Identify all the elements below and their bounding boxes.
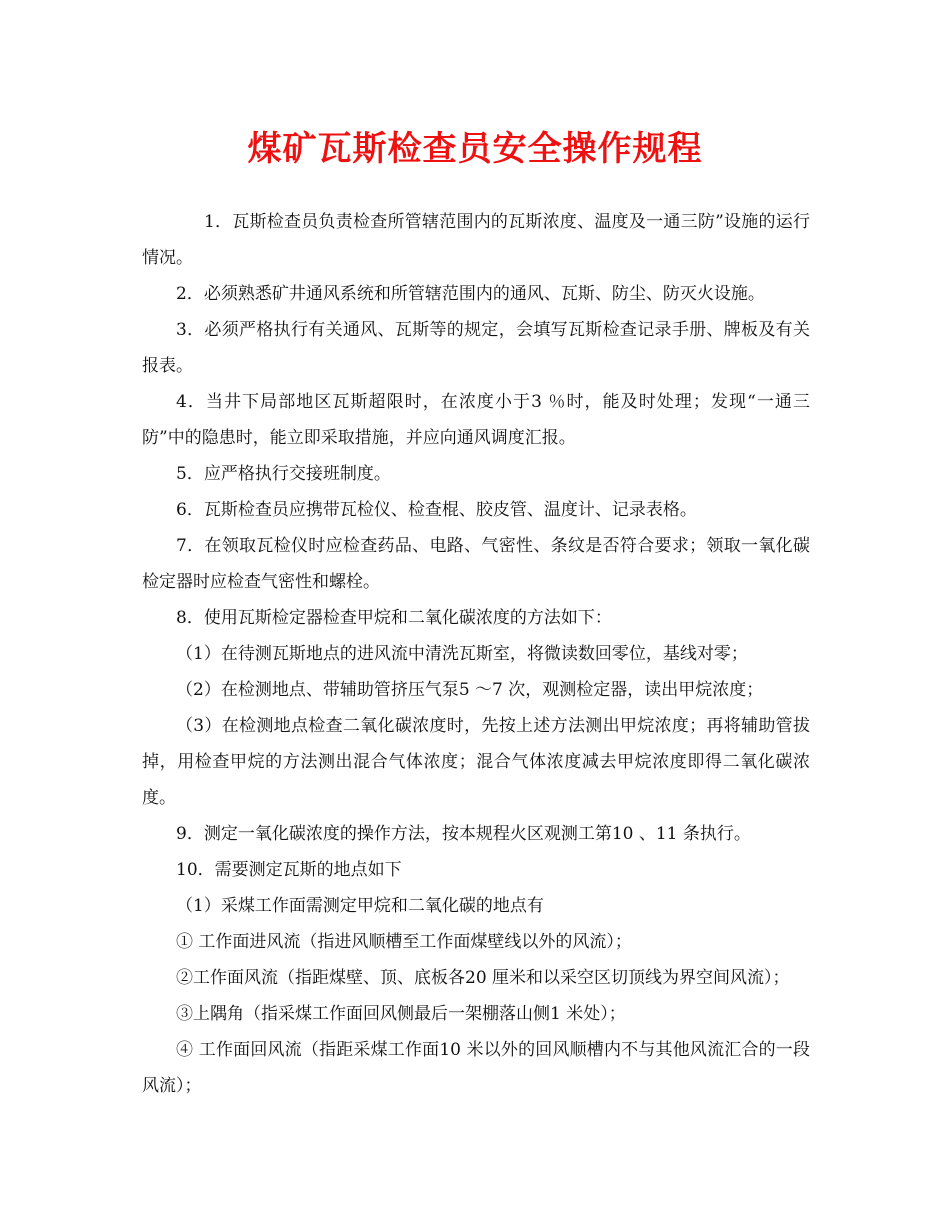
paragraph-10-sub-1: （1）采煤工作面需测定甲烷和二氧化碳的地点有 xyxy=(176,896,544,916)
paragraph-9: 9．测定一氧化碳浓度的操作方法，按本规程火区观测工第10 、11 条执行。 xyxy=(176,824,751,844)
paragraph-1: 1．瓦斯检查员负责检查所管辖范围内的瓦斯浓度、温度及一通三防”设施的运行情况。 xyxy=(142,212,810,268)
list-item-4: ④ 工作面回风流（指距采煤工作面10 米以外的回风顺槽内不与其他风流汇合的一段风流）； xyxy=(142,1040,810,1096)
list-item-3: ③上隅角（指采煤工作面回风侧最后一架棚落山侧1 米处）； xyxy=(176,1004,626,1024)
paragraph-4: 4．当井下局部地区瓦斯超限时，在浓度小于3 ％时，能及时处理；发现“一通三防”中的隐患时，能立即采取措施，并应向通风调度汇报。 xyxy=(142,392,810,448)
paragraph-8: 8．使用瓦斯检定器检查甲烷和二氧化碳浓度的方法如下： xyxy=(176,608,612,628)
paragraph-2: 2．必须熟悉矿井通风系统和所管辖范围内的通风、瓦斯、防尘、防灭火设施。 xyxy=(176,284,765,304)
paragraph-8-step-2: （2）在检测地点、带辅助管挤压气泵5 ～7 次，观测检定器，读出甲烷浓度； xyxy=(176,680,764,700)
list-item-1: ① 工作面进风流（指进风顺槽至工作面煤壁线以外的风流）； xyxy=(176,932,632,952)
document-title: 煤矿瓦斯检查员安全操作规程 xyxy=(247,129,703,169)
paragraph-10: 10．需要测定瓦斯的地点如下 xyxy=(176,860,402,880)
paragraph-8-step-1: （1）在待测瓦斯地点的进风流中清洗瓦斯室，将微读数回零位，基线对零； xyxy=(176,644,748,664)
paragraph-7: 7．在领取瓦检仪时应检查药品、电路、气密性、条纹是否符合要求；领取一氧化碳检定器时应检查气密性和螺栓。 xyxy=(142,536,810,592)
list-item-2: ②工作面风流（指距煤壁、顶、底板各20 厘米和以采空区切顶线为界空间风流）； xyxy=(176,968,790,988)
paragraph-8-step-3: （3）在检测地点检查二氧化碳浓度时，先按上述方法测出甲烷浓度；再将辅助管拔掉，用检查甲烷的方法测出混合气体浓度；混合气体浓度减去甲烷浓度即得二氧化碳浓度。 xyxy=(142,716,810,808)
paragraph-3: 3．必须严格执行有关通风、瓦斯等的规定，会填写瓦斯检查记录手册、牌板及有关报表。 xyxy=(142,320,810,376)
paragraph-5: 5．应严格执行交接班制度。 xyxy=(176,464,391,484)
document-body xyxy=(142,204,810,1104)
paragraph-6: 6．瓦斯检查员应携带瓦检仪、检查棍、胶皮管、温度计、记录表格。 xyxy=(176,500,697,520)
